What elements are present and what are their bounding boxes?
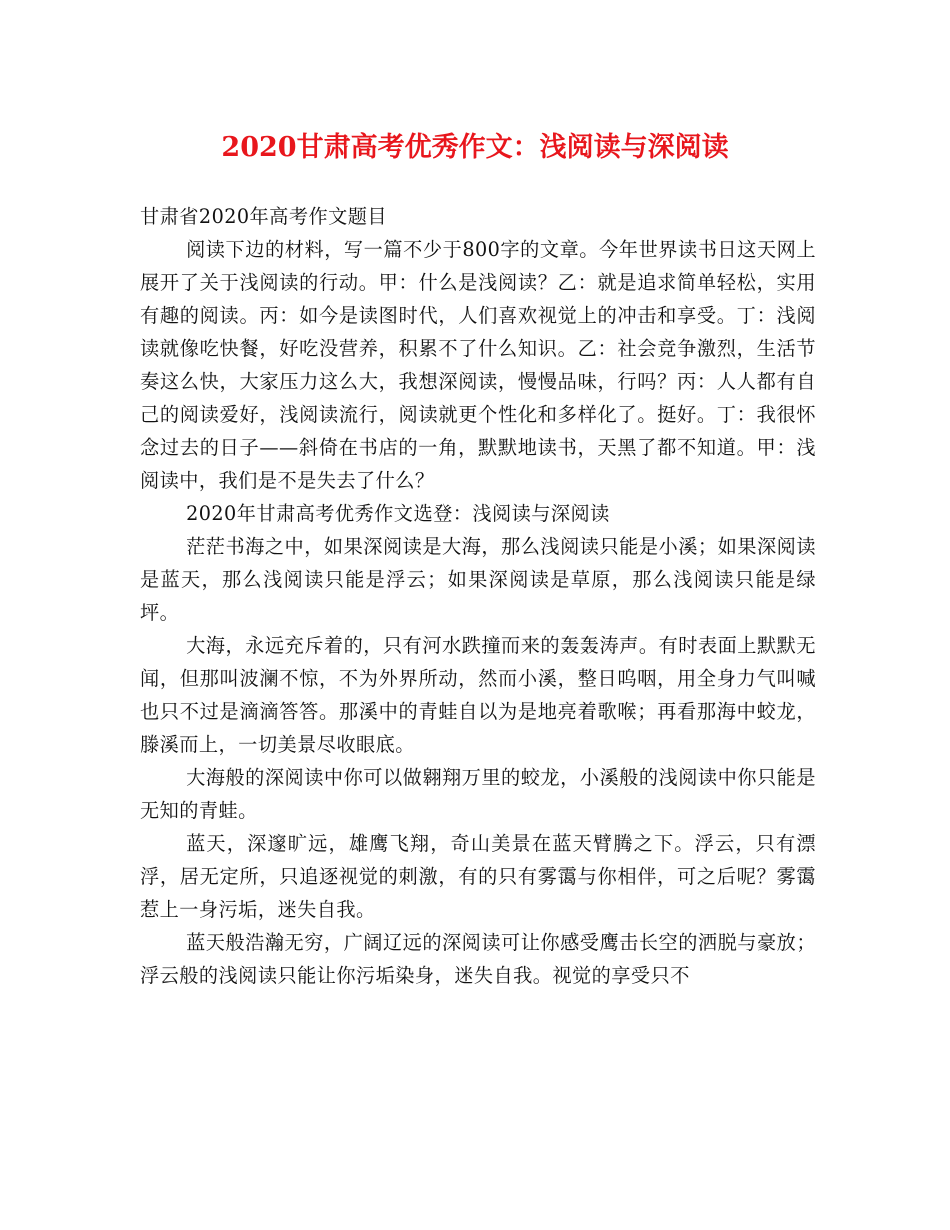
essay-prompt-material: 阅读下边的材料，写一篇不少于800字的文章。今年世界读书日这天网上展开了关于浅阅读的行动。甲：什么是浅阅读？乙：就是追求简单轻松，实用有趣的阅读。丙：如今是读图时代，人们喜欢视觉上的冲击和享受。丁：浅阅读就像吃快餐，好吃没营养，积累不了什么知识。乙：社会竞争激烈，生活节奏这么快，大家压力这么大，我想深阅读，慢慢品味，行吗？丙：人人都有自己的阅读爱好，浅阅读流行，阅读就更个性化和多样化了。挺好。丁：我很怀念过去的日子——斜倚在书店的一角，默默地读书，天黑了都不知道。甲：浅阅读中，我们是不是失去了什么？ <box>140 238 816 492</box>
document-title: 2020甘肃高考优秀作文：浅阅读与深阅读 <box>221 132 729 163</box>
essay-paragraph-1: 茫茫书海之中，如果深阅读是大海，那么浅阅读只能是小溪；如果深阅读是蓝天，那么浅阅读只能是浮云；如果深阅读是草原，那么浅阅读只能是绿坪。 <box>140 535 816 624</box>
document-body <box>140 200 816 992</box>
essay-subtitle: 2020年甘肃高考优秀作文选登：浅阅读与深阅读 <box>186 502 610 525</box>
essay-paragraph-2: 大海，永远充斥着的，只有河水跌撞而来的轰轰涛声。有时表面上默默无闻，但那叫波澜不惊，不为外界所动，然而小溪，整日呜咽，用全身力气叫喊也只不过是滴滴答答。那溪中的青蛙自以为是地亮着歌喉；再看那海中蛟龙，滕溪而上，一切美景尽收眼底。 <box>140 634 816 756</box>
essay-prompt-heading: 甘肃省2020年高考作文题目 <box>140 205 388 228</box>
essay-paragraph-5: 蓝天般浩瀚无穷，广阔辽远的深阅读可让你感受鹰击长空的洒脱与豪放；浮云般的浅阅读只能让你污垢染身，迷失自我。视觉的享受只不 <box>140 931 816 987</box>
essay-paragraph-3: 大海般的深阅读中你可以做翱翔万里的蛟龙，小溪般的浅阅读中你只能是无知的青蛙。 <box>140 766 816 822</box>
essay-paragraph-4: 蓝天，深邃旷远，雄鹰飞翔，奇山美景在蓝天臂腾之下。浮云，只有漂浮，居无定所，只追逐视觉的刺激，有的只有雾霭与你相伴，可之后呢？雾霭惹上一身污垢，迷失自我。 <box>140 832 816 921</box>
